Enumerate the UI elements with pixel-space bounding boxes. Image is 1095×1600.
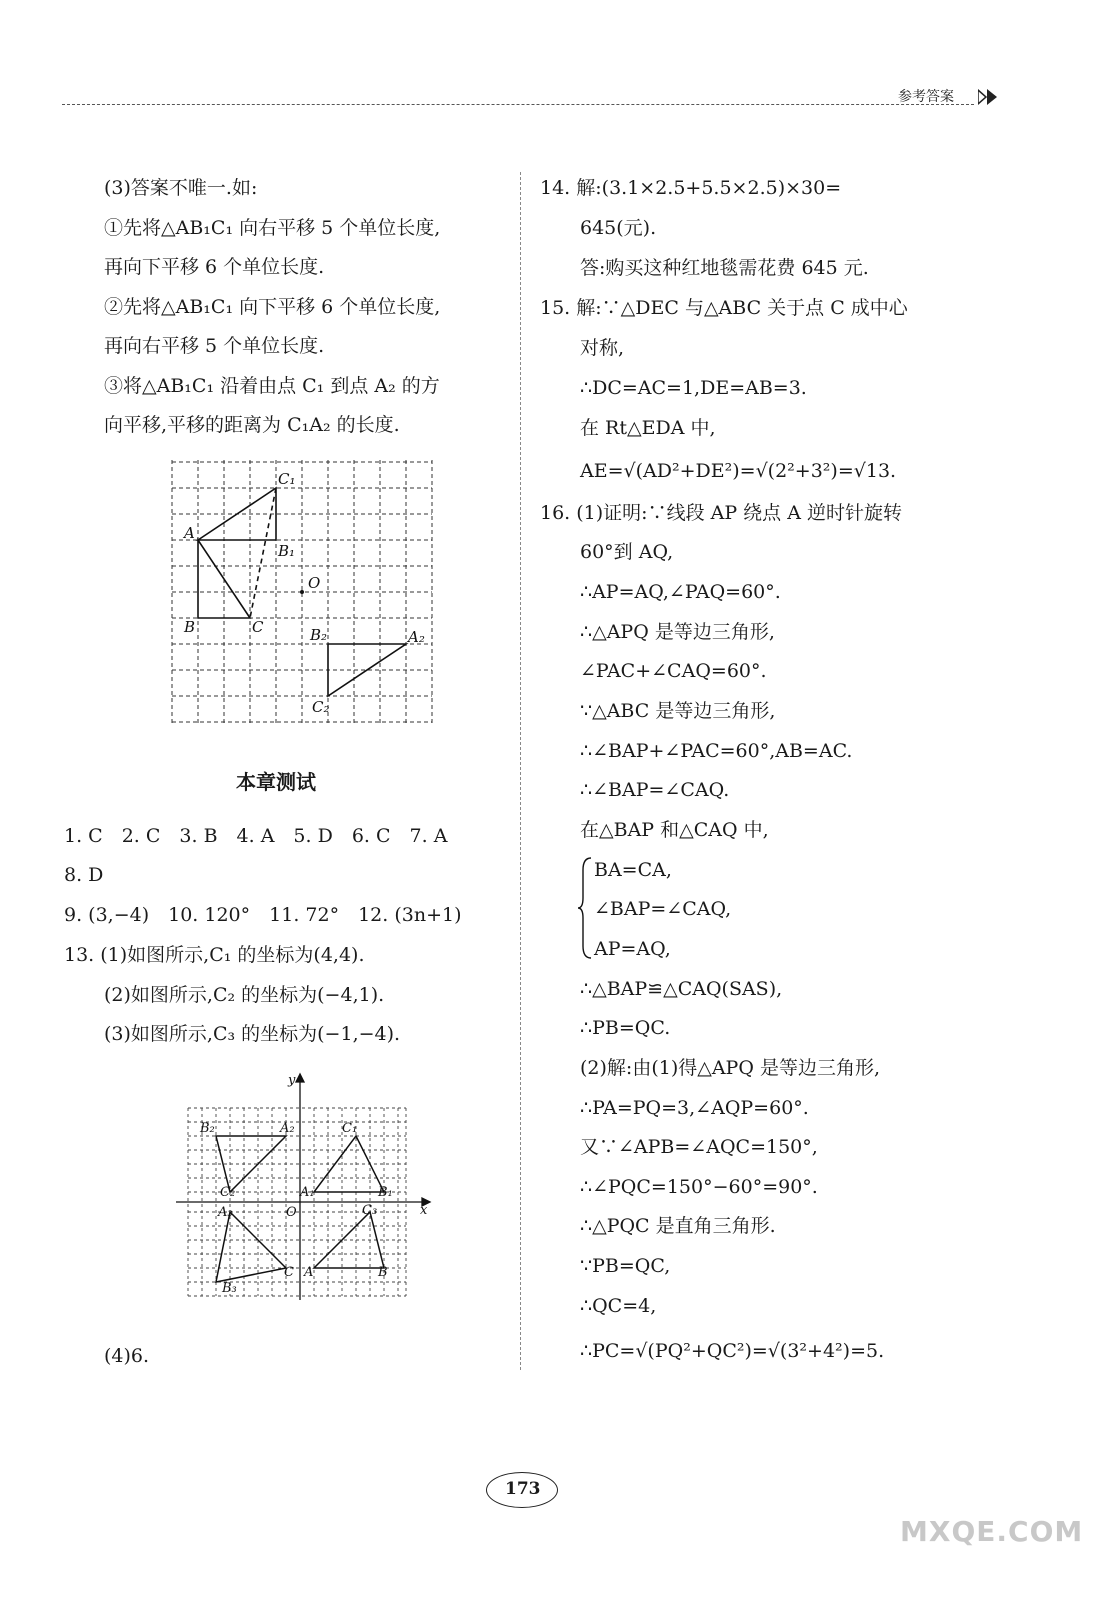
header-rule xyxy=(62,104,974,105)
right-line-12: ∴△APQ 是等边三角形, xyxy=(580,621,775,643)
right-line-25: 又∵∠APB=∠AQC=150°, xyxy=(580,1136,818,1158)
left-line-3: 再向下平移 6 个单位长度. xyxy=(104,256,325,278)
left-line-4: ②先将△AB₁C₁ 向下平移 6 个单位长度, xyxy=(104,296,441,318)
triangle-A3B3C3 xyxy=(216,1212,286,1282)
left-line-6: ③将△AB₁C₁ 沿着由点 C₁ 到点 A₂ 的方 xyxy=(104,375,440,397)
right-line-11: ∴AP=AQ,∠PAQ=60°. xyxy=(580,581,781,603)
label-x: x xyxy=(420,1203,428,1218)
left-line-2: ①先将△AB₁C₁ 向右平移 5 个单位长度, xyxy=(104,217,441,239)
right-line-23: (2)解:由(1)得△APQ 是等边三角形, xyxy=(580,1057,881,1079)
y-axis-arrow xyxy=(296,1074,304,1082)
right-line-3: 答:购买这种红地毯需花费 645 元. xyxy=(580,257,869,279)
label-A1: A₁ xyxy=(300,1185,315,1200)
label-C1: C₁ xyxy=(278,470,296,488)
label-B2: B₂ xyxy=(200,1121,215,1136)
watermark: MXQE.COM xyxy=(900,1515,1084,1548)
translation-grid-figure xyxy=(168,460,440,728)
right-line-20: AP=AQ, xyxy=(594,938,671,960)
right-line-4: 15. 解:∵△DEC 与△ABC 关于点 C 成中心 xyxy=(540,297,908,319)
right-line-28: ∵PB=QC, xyxy=(580,1255,671,1277)
right-line-15: ∴∠BAP+∠PAC=60°,AB=AC. xyxy=(580,740,853,762)
q13-part4: (4)6. xyxy=(104,1345,150,1367)
right-line-27: ∴△PQC 是直角三角形. xyxy=(580,1215,776,1237)
triangle-A2B2C2 xyxy=(328,644,406,696)
label-C2: C₂ xyxy=(312,698,330,716)
triangle-ABC xyxy=(314,1212,384,1268)
label-A: A xyxy=(304,1265,314,1280)
page-number: 173 xyxy=(505,1479,541,1499)
right-line-14: ∵△ABC 是等边三角形, xyxy=(580,700,776,722)
right-line-8: AE=√(AD²+DE²)=√(2²+3²)=√13. xyxy=(580,460,897,482)
right-line-7: 在 Rt△EDA 中, xyxy=(580,417,716,439)
label-B3: B₃ xyxy=(222,1281,237,1296)
header-title: 参考答案 xyxy=(898,89,954,105)
right-line-17: 在△BAP 和△CAQ 中, xyxy=(580,819,769,841)
left-line-5: 再向右平移 5 个单位长度. xyxy=(104,335,325,357)
answers-line-1: 1. C 2. C 3. B 4. A 5. D 6. C 7. A xyxy=(64,825,448,847)
label-C3: C₃ xyxy=(362,1203,378,1218)
right-line-9: 16. (1)证明:∵线段 AP 绕点 A 逆时针旋转 xyxy=(540,502,902,524)
right-line-24: ∴PA=PQ=3,∠AQP=60°. xyxy=(580,1097,809,1119)
answers-line-5: (2)如图所示,C₂ 的坐标为(−4,1). xyxy=(104,984,385,1006)
label-A3: A₃ xyxy=(218,1205,233,1220)
label-B2: B₂ xyxy=(310,626,328,644)
point-O xyxy=(300,590,304,594)
label-A: A xyxy=(184,524,195,542)
label-B: B xyxy=(184,618,196,636)
right-line-6: ∴DC=AC=1,DE=AB=3. xyxy=(580,377,807,399)
answers-line-2: 8. D xyxy=(64,864,104,886)
dashed-segment-CC1 xyxy=(250,488,276,618)
label-y: y xyxy=(288,1073,296,1088)
right-line-22: ∴PB=QC. xyxy=(580,1017,671,1039)
label-C2: C₂ xyxy=(220,1185,236,1200)
coordinate-grid-figure xyxy=(172,1068,438,1302)
right-line-16: ∴∠BAP=∠CAQ. xyxy=(580,779,730,801)
header-arrow-icon xyxy=(978,88,1002,106)
triangle-A1B1C1 xyxy=(314,1136,384,1192)
right-line-10: 60°到 AQ, xyxy=(580,541,674,563)
right-line-30: ∴PC=√(PQ²+QC²)=√(3²+4²)=5. xyxy=(580,1340,885,1362)
label-C1: C₁ xyxy=(342,1121,358,1136)
label-O: O xyxy=(308,574,321,592)
answers-line-4: 13. (1)如图所示,C₁ 的坐标为(4,4). xyxy=(64,944,365,966)
label-B: B xyxy=(378,1265,388,1280)
right-line-18: BA=CA, xyxy=(594,859,672,881)
right-line-19: ∠BAP=∠CAQ, xyxy=(594,898,732,920)
column-divider xyxy=(520,172,521,1370)
left-line-7: 向平移,平移的距离为 C₁A₂ 的长度. xyxy=(104,414,400,436)
system-brace xyxy=(577,856,593,960)
answers-line-6: (3)如图所示,C₃ 的坐标为(−1,−4). xyxy=(104,1023,401,1045)
right-line-26: ∴∠PQC=150°−60°=90°. xyxy=(580,1176,818,1198)
label-B1: B₁ xyxy=(378,1185,393,1200)
label-C: C xyxy=(252,618,264,636)
label-O: O xyxy=(286,1205,297,1220)
section-title: 本章测试 xyxy=(236,770,316,794)
answers-line-3: 9. (3,−4) 10. 120° 11. 72° 12. (3n+1) xyxy=(64,904,462,926)
right-line-5: 对称, xyxy=(580,337,625,359)
left-line-1: (3)答案不唯一.如: xyxy=(104,177,258,199)
label-B1: B₁ xyxy=(278,542,296,560)
label-A2: A₂ xyxy=(280,1121,295,1136)
label-C: C xyxy=(284,1265,294,1280)
right-line-13: ∠PAC+∠CAQ=60°. xyxy=(580,660,767,682)
right-line-29: ∴QC=4, xyxy=(580,1295,657,1317)
right-line-21: ∴△BAP≌△CAQ(SAS), xyxy=(580,978,783,1000)
label-A2: A₂ xyxy=(408,628,425,646)
right-line-2: 645(元). xyxy=(580,217,657,239)
right-line-1: 14. 解:(3.1×2.5+5.5×2.5)×30= xyxy=(540,177,842,199)
